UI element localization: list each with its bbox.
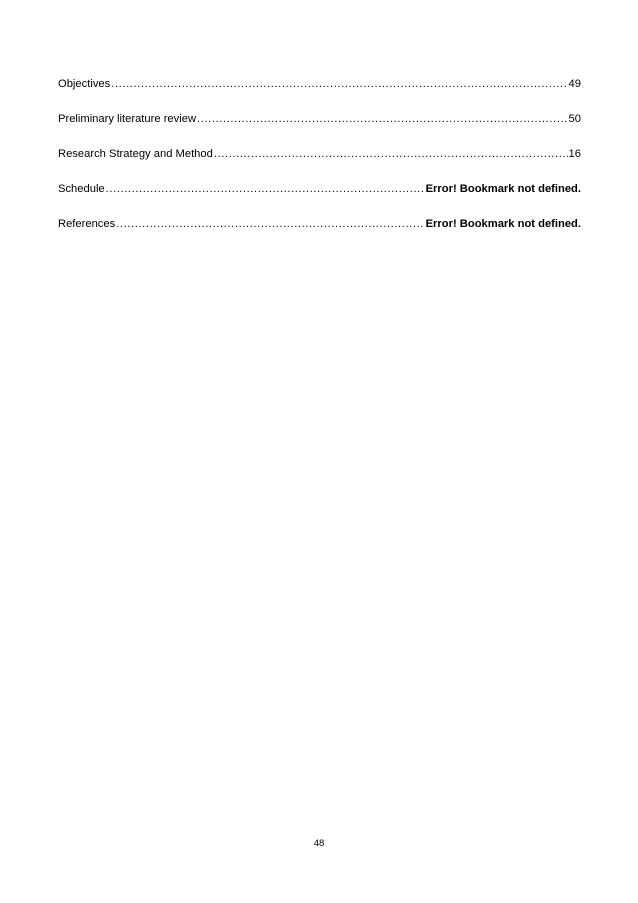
toc-entry-page: 16 bbox=[568, 148, 581, 160]
toc-entry-research-strategy[interactable] bbox=[58, 146, 581, 162]
toc-entry-schedule[interactable] bbox=[58, 181, 581, 197]
toc-entry-title: References bbox=[58, 218, 116, 230]
toc-entry-page: 49 bbox=[568, 78, 581, 90]
page-number: 48 bbox=[313, 838, 325, 849]
toc-dot-leader bbox=[116, 216, 424, 232]
toc-entry-references[interactable] bbox=[58, 216, 581, 232]
toc-entry-error: Error! Bookmark not defined. bbox=[425, 183, 581, 195]
toc-entry-objectives[interactable] bbox=[58, 76, 581, 92]
toc-entry-title: Research Strategy and Method bbox=[58, 148, 213, 160]
toc-dot-leader bbox=[106, 181, 425, 197]
toc-entry-title: Schedule bbox=[58, 183, 105, 195]
toc-entry-title: Objectives bbox=[58, 78, 111, 90]
toc-entry-preliminary-literature-review[interactable] bbox=[58, 111, 581, 127]
toc-entry-title: Preliminary literature review bbox=[58, 113, 197, 125]
toc-entry-error: Error! Bookmark not defined. bbox=[425, 218, 581, 230]
toc-entry-page: 50 bbox=[568, 113, 581, 125]
toc-dot-leader bbox=[197, 111, 568, 127]
toc-dot-leader bbox=[111, 76, 567, 92]
table-of-contents bbox=[58, 76, 581, 251]
toc-dot-leader bbox=[214, 146, 568, 162]
